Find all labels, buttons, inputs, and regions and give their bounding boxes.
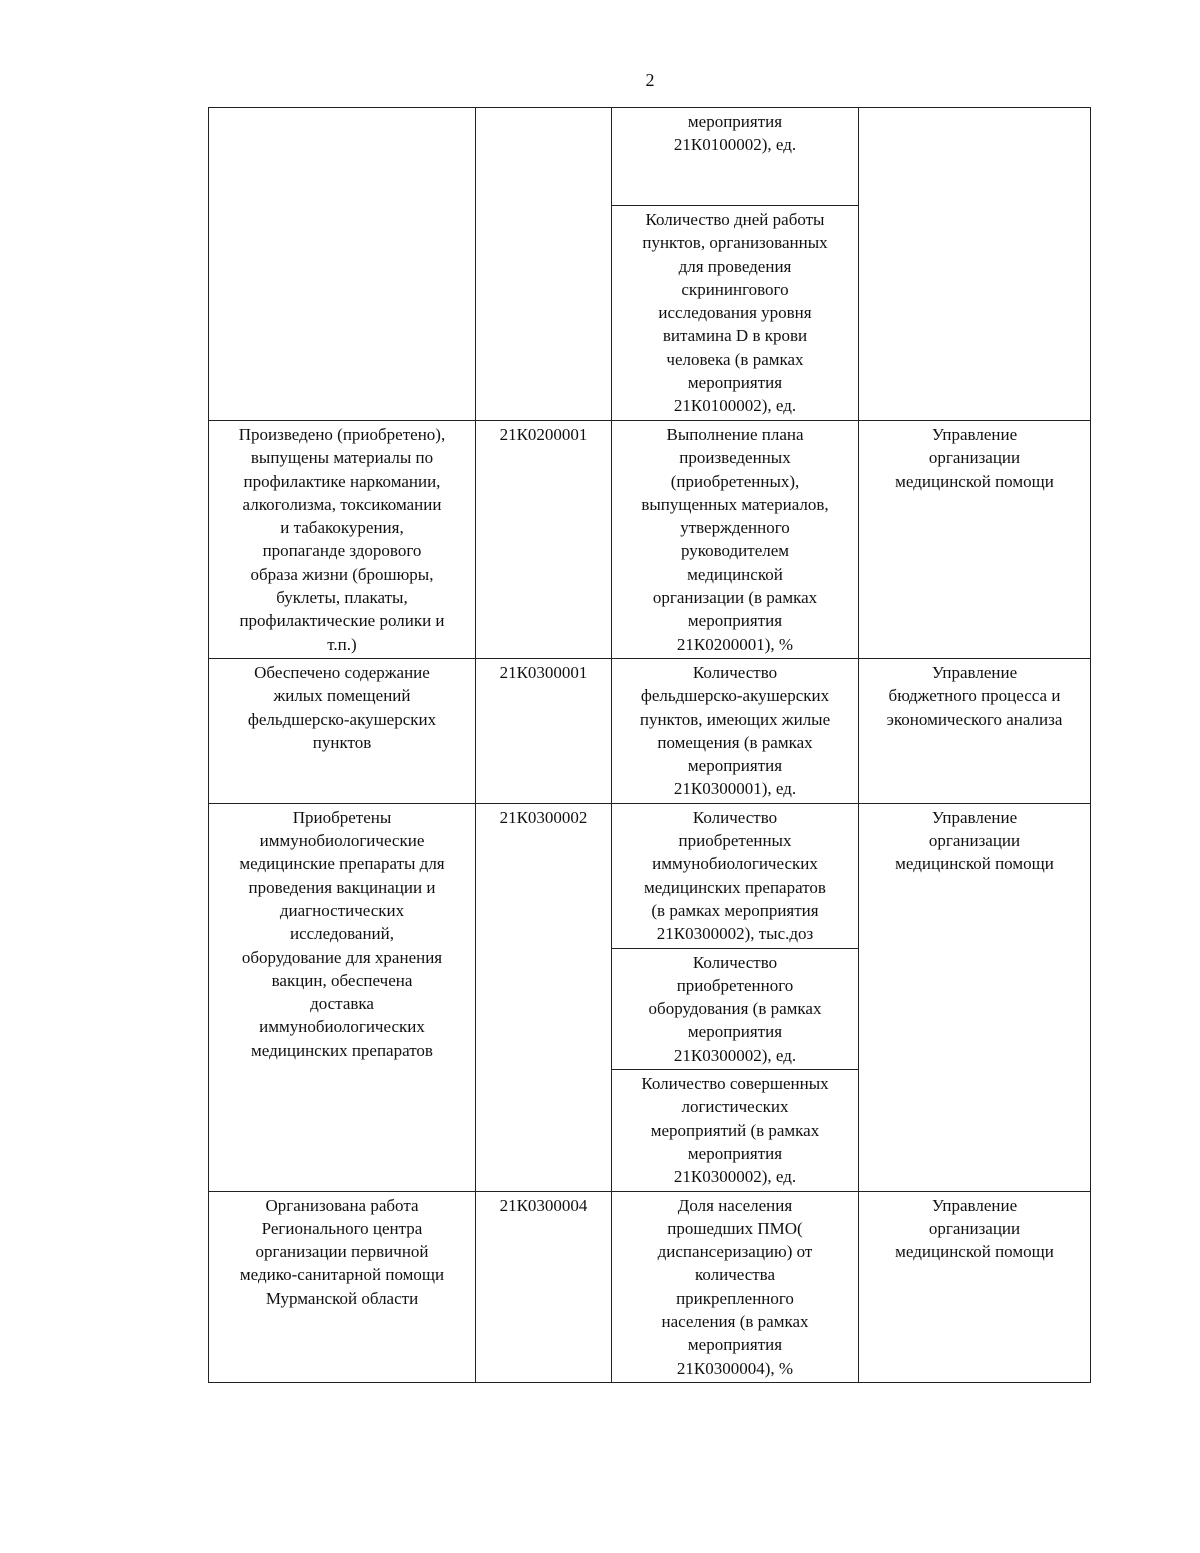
table-row (209, 421, 1091, 659)
indicator-text: Количество (692, 662, 778, 682)
department-text: Управление (931, 662, 1018, 682)
result-text: жилых помещений (273, 686, 411, 706)
indicator-text: 21К0100002), ед. (673, 396, 797, 416)
department-text: организации (928, 1218, 1021, 1238)
department-text: медицинской помощи (895, 1242, 1054, 1262)
result-cell (209, 803, 476, 1191)
indicator-text: медицинской (687, 564, 783, 584)
indicator-text: организации (в рамках (652, 588, 818, 608)
indicator-text: мероприятия (687, 1022, 783, 1042)
indicator-text: скринингового (681, 279, 789, 299)
result-text: диагностических (279, 900, 405, 920)
indicator-text: мероприятия (687, 1143, 783, 1163)
indicator-text: медицинских препаратов (644, 877, 826, 897)
indicator-text: Количество (692, 807, 778, 827)
result-text: проведения вакцинации и (248, 877, 436, 897)
indicator-cell (612, 948, 859, 1069)
indicator-text: выпущенных материалов, (641, 494, 829, 514)
indicator-cell (612, 803, 859, 948)
table-row (209, 658, 1091, 803)
department-text: медицинской помощи (895, 854, 1054, 874)
department-text: Управление (931, 1195, 1018, 1215)
result-text: образа жизни (брошюры, (250, 564, 434, 584)
result-text: доставка (310, 994, 374, 1014)
department-text: Управление (931, 425, 1018, 444)
indicator-cell (612, 658, 859, 803)
indicator-text: 21К0300001), ед. (673, 779, 797, 799)
indicator-text: Количество (692, 952, 778, 972)
result-text: исследований, (289, 924, 395, 944)
indicator-text: мероприятия (687, 756, 783, 776)
result-text: профилактике наркомании, (243, 471, 441, 491)
department-text: Управление (931, 807, 1018, 827)
code-text: 21К0300002 (499, 807, 588, 827)
result-text: оборудование для хранения (241, 947, 443, 967)
department-text: организации (928, 448, 1021, 468)
code-cell (476, 108, 612, 421)
indicator-text: пунктов, имеющих жилые (639, 709, 831, 729)
code-text: 21К0300001 (499, 662, 588, 682)
indicator-text: 21К0300004), % (676, 1358, 794, 1378)
code-cell (476, 658, 612, 803)
result-text: пунктов (312, 732, 372, 752)
indicator-text: оборудования (в рамках (648, 999, 822, 1019)
result-text: и табакокурения, (280, 518, 404, 538)
indicator-text: для проведения (678, 256, 792, 276)
indicator-text: исследования уровня (658, 303, 812, 323)
result-cell (209, 108, 476, 421)
indicator-text: витамина D в крови (662, 326, 808, 346)
result-text: медико-санитарной помощи (239, 1265, 445, 1285)
department-cell (859, 1191, 1091, 1382)
result-text: организации первичной (255, 1242, 429, 1262)
indicator-text: приобретенного (676, 975, 794, 995)
indicator-text: иммунобиологических (652, 854, 818, 874)
code-text: 21К0200001 (499, 425, 588, 444)
result-text: иммунобиологические (259, 831, 425, 851)
indicator-text: фельдшерско-акушерских (640, 686, 830, 706)
indicator-text: 21К0200001), % (676, 634, 794, 654)
indicator-text: мероприятий (в рамках (650, 1120, 820, 1140)
indicator-text: человека (в рамках (666, 349, 804, 369)
result-text: буклеты, плакаты, (276, 588, 408, 608)
table-row (209, 1191, 1091, 1382)
result-cell (209, 658, 476, 803)
result-text: алкоголизма, токсикомании (242, 494, 442, 514)
result-text: вакцин, обеспечена (271, 970, 413, 990)
department-text: организации (928, 831, 1021, 851)
indicator-text: прошедших ПМО( (667, 1218, 803, 1238)
indicator-text: Количество совершенных (641, 1074, 829, 1094)
indicator-text: 21К0300002), ед. (673, 1045, 797, 1065)
indicator-text: (приобретенных), (670, 471, 800, 491)
result-text: Обеспечено содержание (254, 662, 430, 682)
indicator-text: мероприятия (687, 1335, 783, 1355)
code-cell (476, 421, 612, 659)
indicator-text: руководителем (680, 541, 790, 561)
result-text: пропаганде здорового (262, 541, 422, 561)
indicator-text: пунктов, организованных (642, 233, 828, 253)
result-text: Мурманской области (265, 1288, 419, 1308)
result-text: фельдшерско-акушерских (247, 709, 437, 729)
result-text: профилактические ролики и (239, 611, 445, 631)
result-text: т.п.) (327, 634, 357, 654)
indicator-cell (612, 1070, 859, 1191)
indicator-text: мероприятия (687, 112, 783, 131)
result-text: медицинских препаратов (251, 1040, 433, 1060)
department-cell (859, 421, 1091, 659)
code-text: 21К0300004 (499, 1195, 588, 1215)
code-cell (476, 1191, 612, 1382)
indicator-text: мероприятия (687, 373, 783, 393)
table-row (209, 803, 1091, 948)
result-text: иммунобиологических (259, 1017, 425, 1037)
result-text: Приобретены (292, 807, 392, 827)
indicator-text: Количество дней работы (645, 210, 825, 229)
table-body (209, 108, 1091, 1383)
indicator-text: мероприятия (687, 611, 783, 631)
result-text: Произведено (приобретено), (238, 425, 446, 444)
result-text: медицинские препараты для (239, 854, 445, 874)
result-text: выпущены материалы по (250, 448, 434, 468)
department-cell (859, 803, 1091, 1191)
indicator-text: Доля населения (677, 1195, 793, 1215)
table-row (209, 108, 1091, 206)
indicator-text: помещения (в рамках (657, 732, 813, 752)
result-cell (209, 421, 476, 659)
result-text: Регионального центра (261, 1218, 423, 1238)
department-text: медицинской помощи (895, 471, 1054, 491)
indicator-text: 21К0100002), ед. (673, 135, 797, 155)
indicator-text: прикрепленного (676, 1288, 794, 1308)
indicator-text: количества (694, 1265, 776, 1285)
indicator-cell (612, 206, 859, 421)
indicator-text: логистических (681, 1097, 789, 1117)
result-text: Организована работа (265, 1195, 419, 1215)
indicator-text: приобретенных (678, 831, 792, 851)
department-cell (859, 658, 1091, 803)
indicator-text: диспансеризацию) от (657, 1242, 813, 1262)
indicator-text: 21К0300002), тыс.доз (656, 924, 814, 944)
results-table (208, 107, 1091, 1383)
indicator-text: 21К0300002), ед. (673, 1167, 797, 1187)
indicator-text: утвержденного (680, 518, 790, 538)
indicator-cell (612, 421, 859, 659)
page-number: 2 (645, 70, 655, 90)
indicator-text: (в рамках мероприятия (651, 900, 819, 920)
indicator-cell (612, 108, 859, 206)
indicator-text: Выполнение плана (666, 425, 804, 444)
indicator-text: произведенных (679, 448, 791, 468)
department-cell (859, 108, 1091, 421)
department-text: экономического анализа (886, 709, 1063, 729)
indicator-text: населения (в рамках (661, 1311, 809, 1331)
result-cell (209, 1191, 476, 1382)
department-text: бюджетного процесса и (888, 686, 1061, 706)
indicator-cell (612, 1191, 859, 1382)
code-cell (476, 803, 612, 1191)
